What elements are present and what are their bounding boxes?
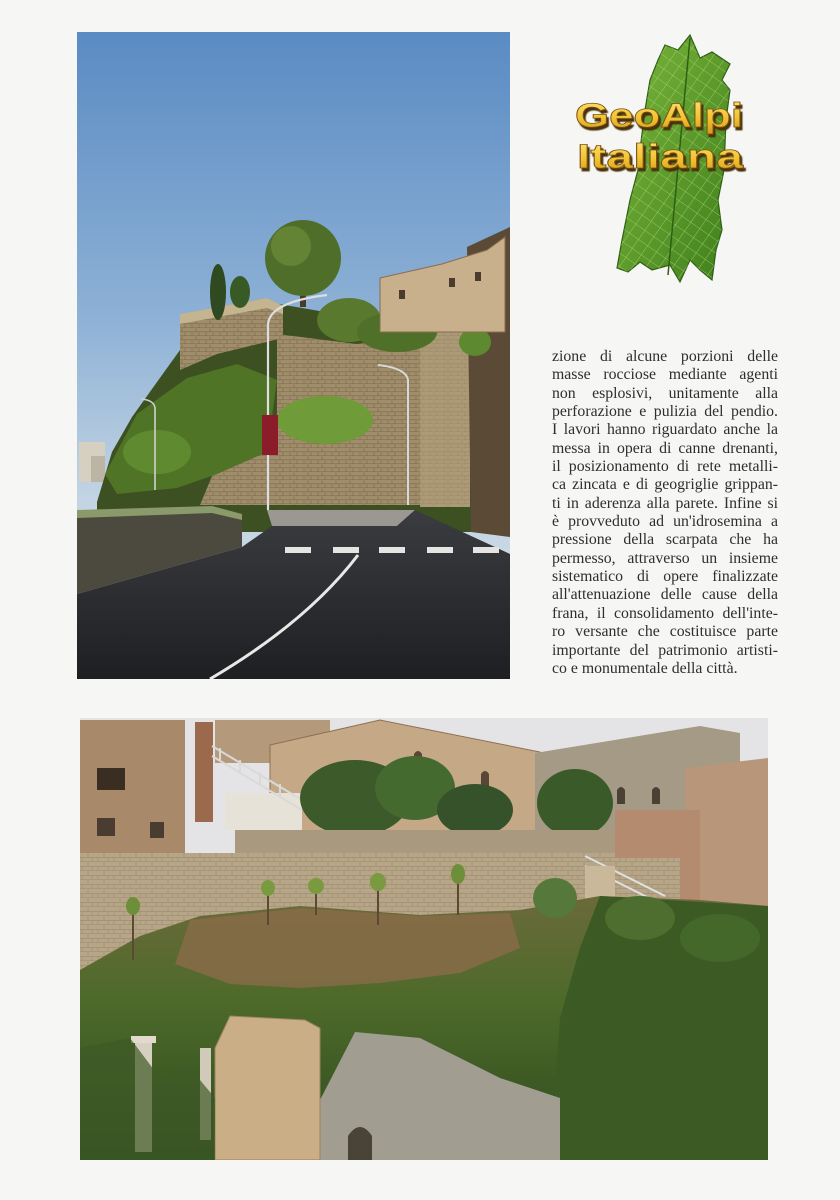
- red-banner: [262, 415, 278, 455]
- logo-text-line1: GeoAlpi: [575, 97, 743, 135]
- window: [399, 290, 405, 299]
- ruin-stone-block: [215, 1016, 320, 1160]
- lime-grass-patch: [277, 396, 373, 444]
- tree: [537, 769, 613, 837]
- body-line: non esplosivi, unitamente alla: [552, 384, 778, 402]
- building-white: [225, 793, 302, 830]
- body-line: sistematico di opere finalizzate: [552, 568, 778, 586]
- geoalpi-italiana-logo: [570, 30, 750, 290]
- tree: [308, 878, 324, 894]
- window: [449, 278, 455, 287]
- tree: [533, 878, 577, 918]
- window: [150, 822, 164, 838]
- body-line: I lavori hanno riguardato anche la: [552, 421, 778, 439]
- bottom-photo: [80, 718, 768, 1160]
- crosswalk-stripe: [427, 547, 453, 553]
- body-line: perforazione e pulizia del pendio.: [552, 403, 778, 421]
- body-line: frana, il consolidamento dell'inte-: [552, 604, 778, 622]
- tree: [451, 864, 465, 884]
- building-left: [80, 720, 185, 858]
- arched-window: [617, 787, 625, 804]
- window: [97, 768, 125, 790]
- round-tree-highlight: [271, 226, 311, 266]
- crosswalk-stripe: [473, 547, 499, 553]
- top-photo: [77, 32, 510, 679]
- body-line: co e monumentale della città.: [552, 659, 738, 677]
- shrub: [680, 914, 760, 962]
- body-line: importante del patrimonio artisti-: [552, 641, 778, 659]
- crosswalk-stripe: [285, 547, 311, 553]
- body-line: zione di alcune porzioni delle: [552, 348, 778, 365]
- ruin-arch: [348, 1127, 372, 1160]
- tree: [370, 873, 386, 891]
- stone-tower-texture: [420, 332, 470, 507]
- body-line: ca zincata e di geogriglie grippan-: [552, 476, 778, 494]
- body-line: messa in opera di canne drenanti,: [552, 439, 778, 457]
- crosswalk-stripe: [333, 547, 359, 553]
- body-line: è provveduto ad un'idrosemina a: [552, 513, 778, 531]
- body-line: ro versante che costituisce parte: [552, 623, 778, 641]
- crosswalk-stripe: [379, 547, 405, 553]
- ruin-column-capital: [131, 1036, 156, 1043]
- body-line: ti in aderenza alla parete. Infine si: [552, 494, 778, 512]
- sidewalk: [267, 510, 415, 526]
- distant-house: [91, 456, 105, 482]
- tree: [261, 880, 275, 896]
- window: [97, 818, 115, 836]
- body-line: all'attenuazione delle cause della: [552, 586, 778, 604]
- window: [475, 272, 481, 281]
- body-line: masse rocciose mediante agenti: [552, 366, 778, 384]
- body-line: permesso, attraverso un insieme: [552, 549, 778, 567]
- arched-window: [481, 771, 489, 786]
- cypress-tree: [210, 264, 226, 320]
- shrub: [605, 896, 675, 940]
- body-line: il posizionamento di rete metalli-: [552, 458, 778, 476]
- body-line: pressione della scarpata che ha: [552, 531, 778, 549]
- tree: [437, 784, 513, 836]
- arched-window: [652, 787, 660, 804]
- body-paragraph: [552, 348, 778, 678]
- tree: [126, 897, 140, 915]
- chimney-tower: [195, 722, 213, 822]
- logo-text-line2: Italiana: [577, 138, 745, 176]
- small-tree: [230, 276, 250, 308]
- grass-patch: [123, 430, 191, 474]
